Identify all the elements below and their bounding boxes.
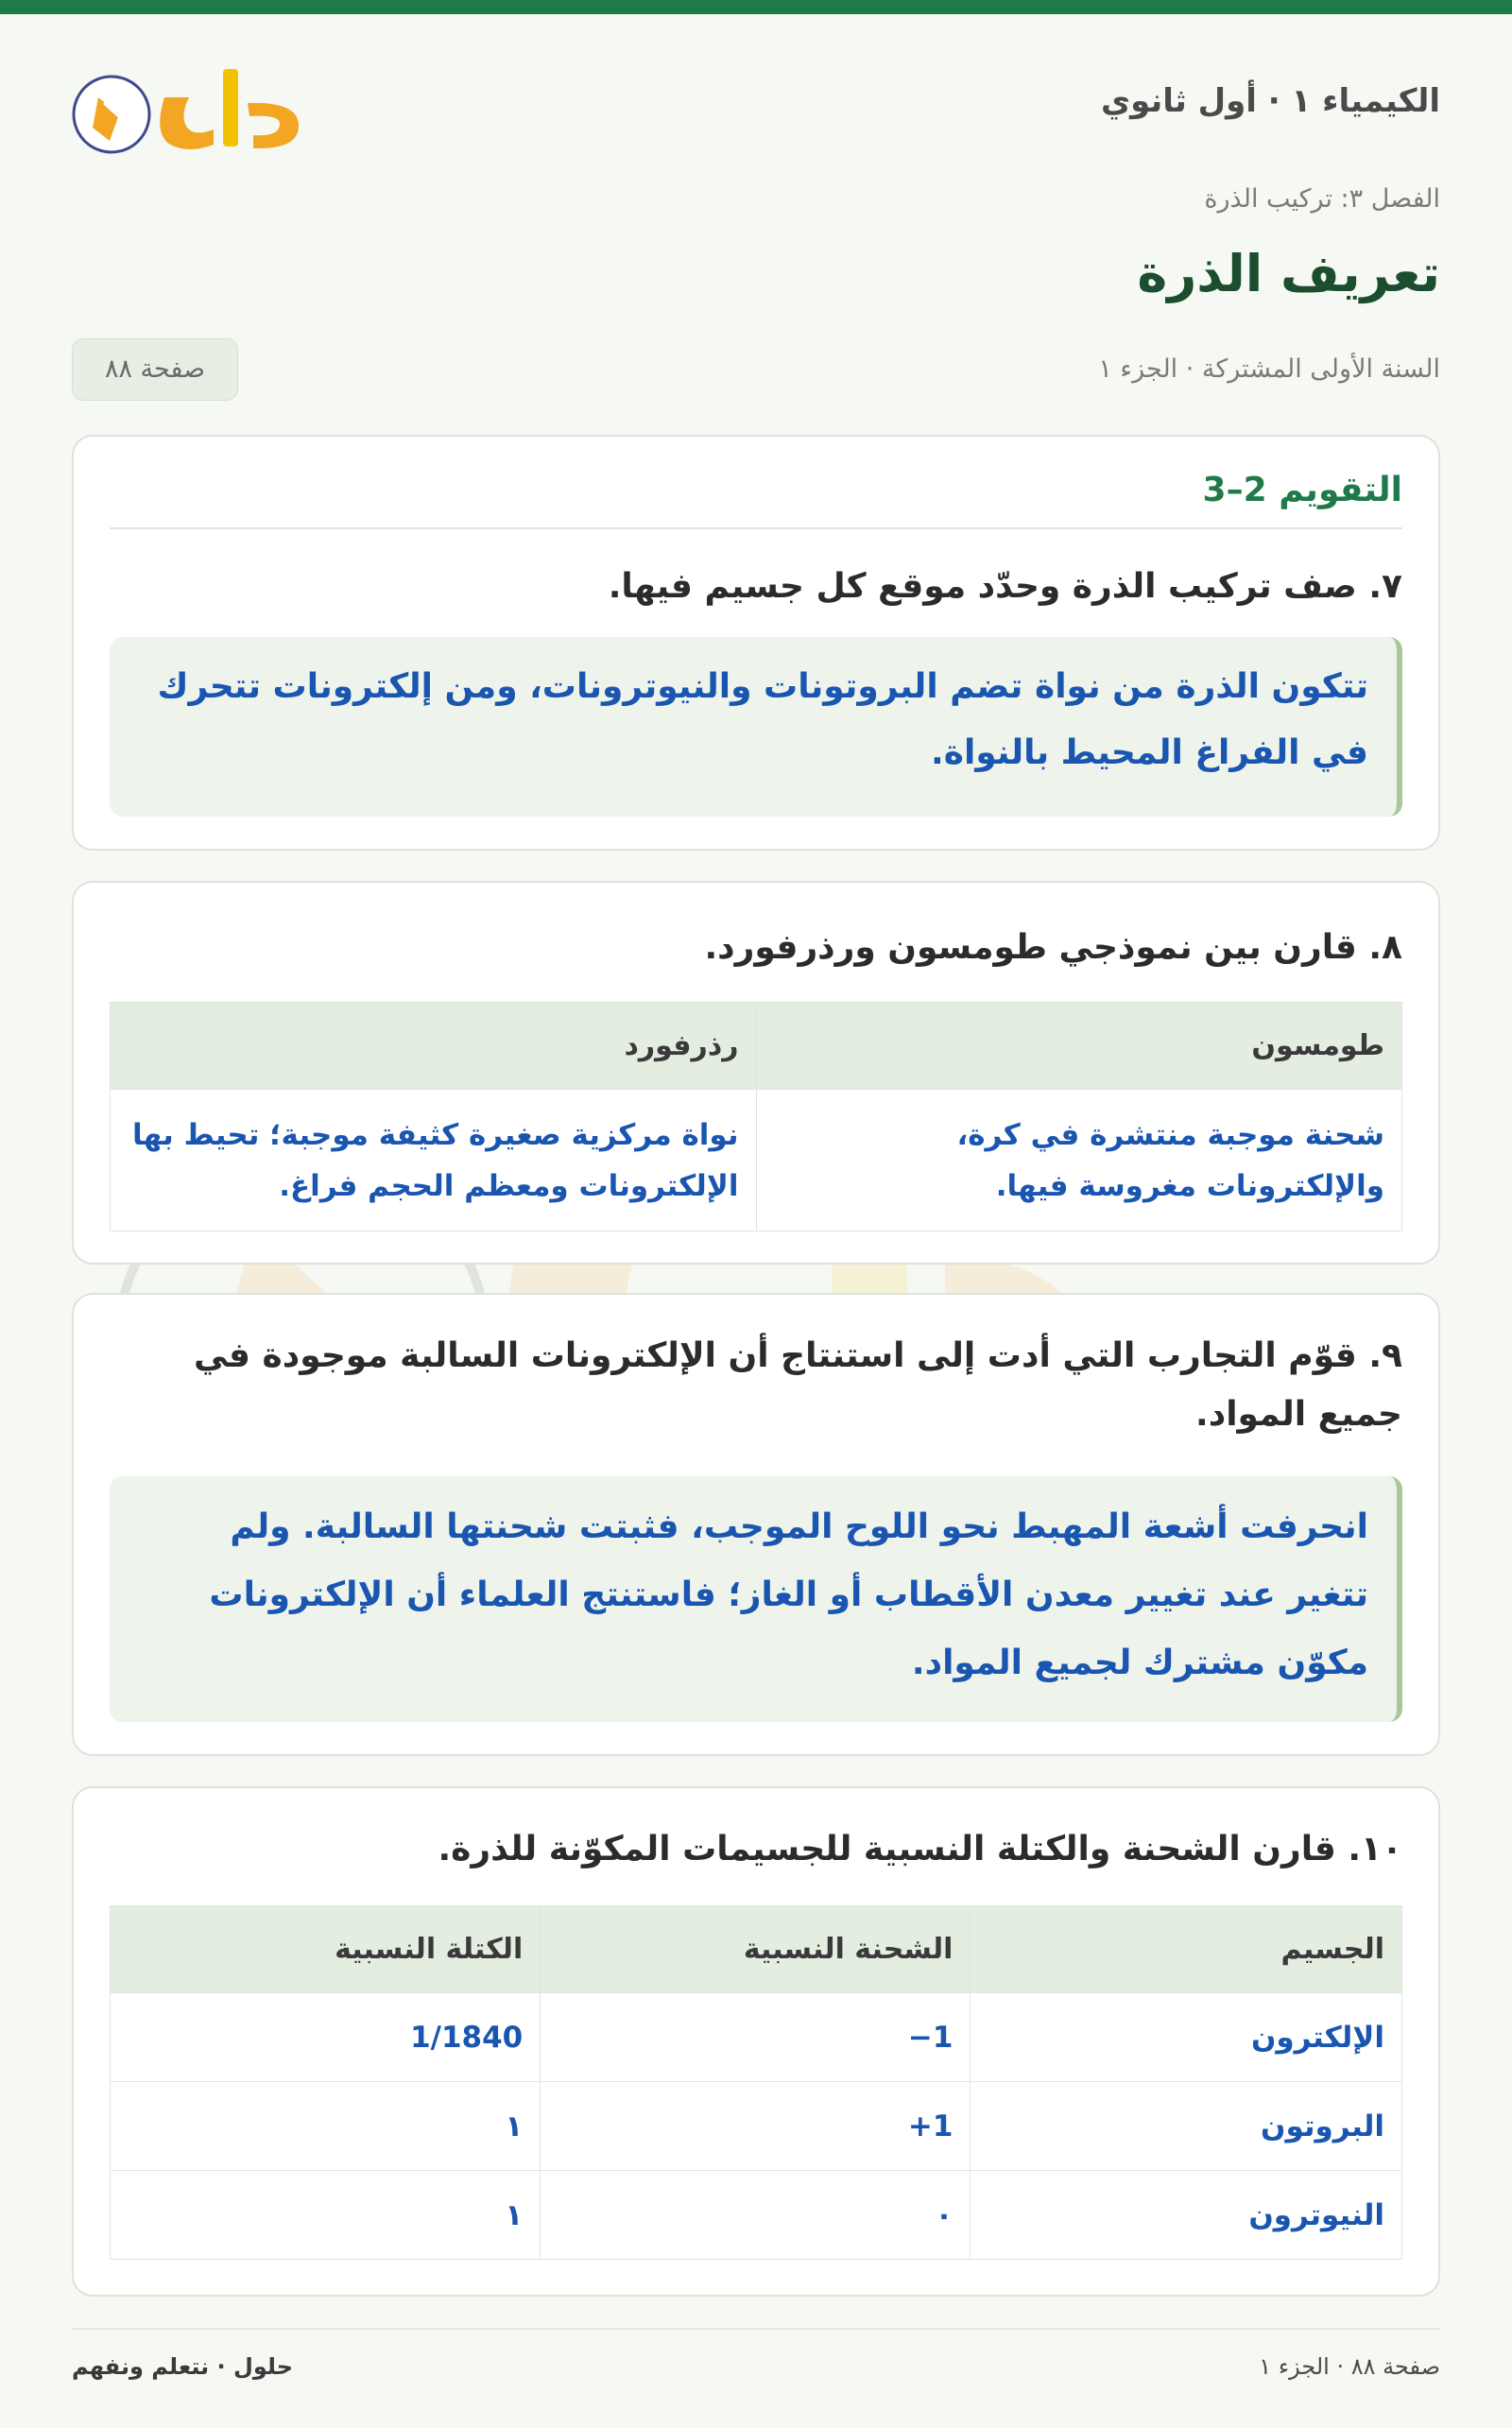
table-cell: النيوترون — [971, 2171, 1402, 2260]
table-header-cell: رذرفورد — [111, 1003, 757, 1090]
page-badge: صفحة ٨٨ — [72, 338, 238, 401]
footer-page-info: صفحة ٨٨ · الجزء ١ — [1259, 2353, 1440, 2380]
table-cell: الإلكترون — [971, 1993, 1402, 2082]
table-header-row — [111, 1906, 1402, 1993]
table-header-row — [111, 1003, 1402, 1090]
table-cell: 1+ — [541, 2082, 971, 2171]
question-9: ٩. قوّم التجارب التي أدت إلى استنتاج أن الإلكترونات السالبة موجودة في جميع المواد. — [194, 1336, 1402, 1434]
question-card-7 — [72, 435, 1440, 851]
table-cell: ١ — [111, 2082, 541, 2171]
chapter-label: الفصل ٣: تركيب الذرة — [1204, 184, 1440, 214]
table-cell: 1/1840 — [111, 1993, 541, 2082]
particles-table — [110, 1905, 1402, 2260]
table-cell: 1− — [541, 1993, 971, 2082]
table-header-cell: الكتلة النسبية — [111, 1906, 541, 1993]
question-card-9 — [72, 1293, 1440, 1756]
footer-brand: حلول · نتعلم ونفهم — [72, 2353, 293, 2380]
top-accent-bar — [0, 0, 1512, 14]
answer-7: تتكون الذرة من نواة تضم البروتونات والنيوترونات، ومن إلكترونات تتحرك في الفراغ المحيط بالنواة. — [110, 637, 1402, 817]
answer-9: انحرفت أشعة المهبط نحو اللوح الموجب، فثبتت شحنتها السالبة. ولم تتغير عند تغيير معدن الأقطاب أو الغاز؛ فاستنتج العلماء أن الإلكترونات مكوّن مشترك لجميع المواد. — [110, 1476, 1402, 1722]
table-row — [111, 1993, 1402, 2082]
table-header-cell: الجسيم — [971, 1906, 1402, 1993]
question-10: ١٠. قارن الشحنة والكتلة النسبية للجسيمات المكوّنة للذرة. — [438, 1830, 1402, 1868]
table-cell: ٠ — [541, 2171, 971, 2260]
hulul-logo[interactable] — [72, 60, 327, 164]
table-cell: البروتون — [971, 2082, 1402, 2171]
course-title: الكيمياء ١ · أول ثانوي — [1101, 82, 1440, 120]
footer-divider — [72, 2328, 1440, 2330]
section-divider — [110, 527, 1402, 529]
table-cell: شحنة موجبة منتشرة في كرة، والإلكترونات مغروسة فيها. — [756, 1090, 1402, 1231]
lesson-title: تعريف الذرة — [1137, 244, 1440, 303]
table-row — [111, 2082, 1402, 2171]
table-header-cell: طومسون — [756, 1003, 1402, 1090]
question-7: ٧. صف تركيب الذرة وحدّد موقع كل جسيم فيها. — [608, 567, 1402, 606]
question-card-8 — [72, 881, 1440, 1265]
table-row — [111, 1090, 1402, 1231]
question-8: ٨. قارن بين نموذجي طومسون ورذرفورد. — [704, 928, 1402, 967]
lesson-meta: السنة الأولى المشتركة · الجزء ١ — [1098, 354, 1440, 384]
comparison-table-models — [110, 1002, 1402, 1231]
table-header-cell: الشحنة النسبية — [541, 1906, 971, 1993]
question-card-10 — [72, 1786, 1440, 2297]
section-title: التقويم 2–3 — [1202, 471, 1402, 509]
table-cell: نواة مركزية صغيرة كثيفة موجبة؛ تحيط بها الإلكترونات ومعظم الحجم فراغ. — [111, 1090, 757, 1231]
table-row — [111, 2171, 1402, 2260]
page-header — [72, 14, 1440, 214]
table-cell: ١ — [111, 2171, 541, 2260]
